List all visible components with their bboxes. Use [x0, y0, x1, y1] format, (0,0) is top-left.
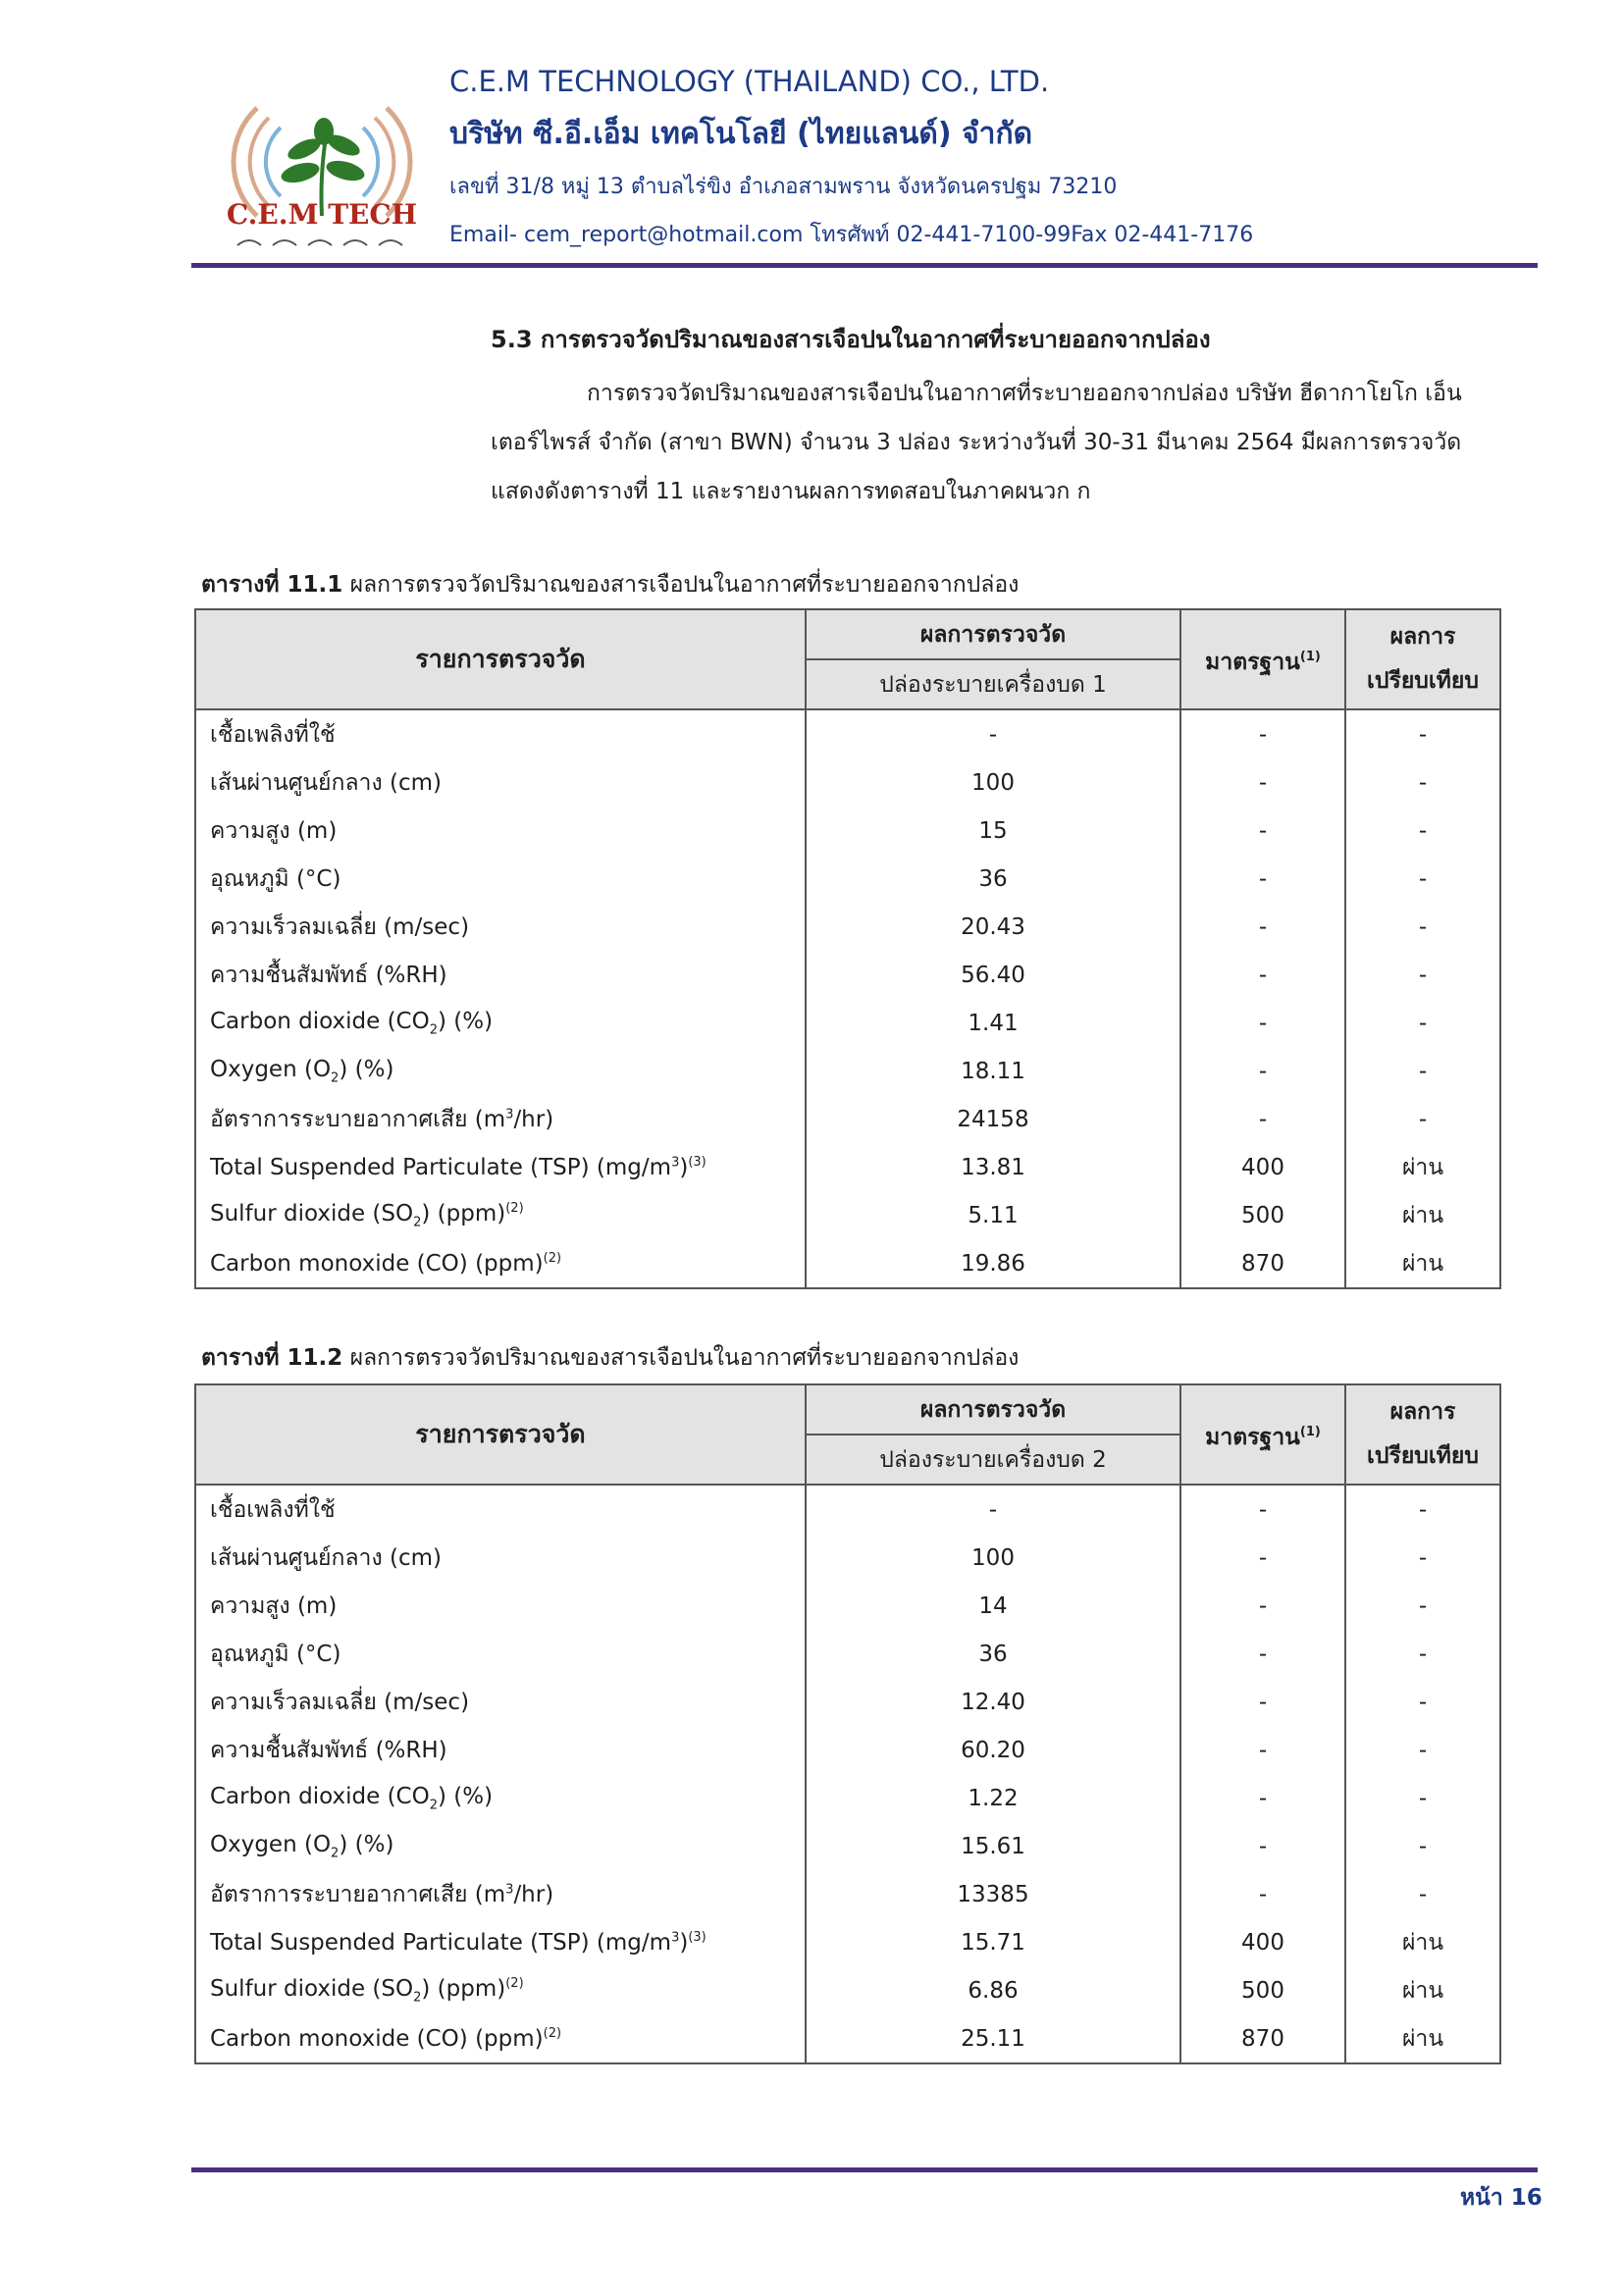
footnote-marker: (1) [1299, 649, 1321, 664]
cell-compare: ผ่าน [1345, 1239, 1500, 1288]
cell-value: 56.40 [806, 951, 1180, 999]
results-table [194, 1383, 1501, 2064]
item-superscript: 3 [505, 1106, 514, 1122]
column-header-standard [1180, 1384, 1345, 1485]
cell-compare: - [1345, 1774, 1500, 1822]
item-text: Carbon monoxide (CO) (ppm) [210, 2025, 544, 2052]
cell-standard: - [1180, 807, 1345, 855]
item-text: ความชื้นสัมพัทธ์ (%RH) [210, 1737, 447, 1763]
item-text: เส้นผ่านศูนย์กลาง (cm) [210, 769, 443, 796]
cell-item [195, 903, 806, 951]
cell-item [195, 1822, 806, 1870]
cell-item [195, 1918, 806, 1966]
cell-value: 12.40 [806, 1678, 1180, 1726]
cell-compare: ผ่าน [1345, 2014, 1500, 2063]
cell-value: 19.86 [806, 1239, 1180, 1288]
table-row [195, 758, 1500, 807]
column-header-stack: ปล่องระบายเครื่องบด 1 [806, 659, 1180, 709]
item-text-suffix: ) (%) [438, 1783, 494, 1809]
table-caption-label: ตารางที่ 11.2 [201, 1345, 343, 1371]
item-text: เส้นผ่านศูนย์กลาง (cm) [210, 1544, 443, 1571]
cell-compare: - [1345, 1485, 1500, 1534]
footnote-marker: (2) [505, 1975, 524, 1991]
compare-label-line2: เปรียบเทียบ [1367, 668, 1479, 694]
cell-compare: - [1345, 1047, 1500, 1095]
cell-standard: 870 [1180, 2014, 1345, 2063]
cell-compare: ผ่าน [1345, 1143, 1500, 1191]
item-subscript: 2 [413, 1215, 422, 1230]
compare-label-line1: ผลการ [1389, 624, 1456, 650]
item-superscript: 3 [505, 1881, 514, 1897]
item-text-suffix: /hr) [513, 1881, 554, 1907]
item-subscript: 2 [429, 1798, 439, 1813]
table-row [195, 1534, 1500, 1582]
cell-standard: - [1180, 758, 1345, 807]
item-text: อัตราการระบายอากาศเสีย (m [210, 1881, 506, 1907]
cell-item [195, 855, 806, 903]
item-subscript: 2 [331, 1846, 340, 1861]
cell-compare: - [1345, 1582, 1500, 1630]
item-text: ความสูง (m) [210, 1592, 338, 1619]
cell-compare: - [1345, 903, 1500, 951]
results-table [194, 608, 1501, 1289]
cell-value: 36 [806, 855, 1180, 903]
cell-item [195, 1095, 806, 1143]
cell-compare: ผ่าน [1345, 1191, 1500, 1239]
cell-standard: 500 [1180, 1191, 1345, 1239]
cell-compare: ผ่าน [1345, 1918, 1500, 1966]
table-row [195, 1630, 1500, 1678]
cell-value: 36 [806, 1630, 1180, 1678]
cell-item [195, 1966, 806, 2014]
item-text-suffix: ) (%) [438, 1008, 494, 1034]
cell-standard: - [1180, 1678, 1345, 1726]
cell-value: 20.43 [806, 903, 1180, 951]
table-row [195, 1095, 1500, 1143]
table-caption [201, 567, 1019, 602]
cell-standard: - [1180, 1534, 1345, 1582]
table-row [195, 1822, 1500, 1870]
item-text: ความสูง (m) [210, 817, 338, 844]
footnote-marker: (2) [543, 1250, 562, 1266]
company-name-en: C.E.M TECHNOLOGY (THAILAND) CO., LTD. [449, 65, 1050, 98]
cell-standard: - [1180, 1630, 1345, 1678]
item-text: เชื้อเพลิงที่ใช้ [210, 721, 336, 748]
table-row [195, 807, 1500, 855]
standard-label: มาตรฐาน [1205, 649, 1300, 675]
table-row [195, 1966, 1500, 2014]
column-header-item: รายการตรวจวัด [195, 609, 806, 709]
cell-item [195, 1047, 806, 1095]
cell-value: 13385 [806, 1870, 1180, 1918]
cell-item [195, 999, 806, 1047]
cell-item [195, 2014, 806, 2063]
cell-compare: - [1345, 807, 1500, 855]
cell-value: 1.22 [806, 1774, 1180, 1822]
footnote-marker: (1) [1299, 1424, 1321, 1439]
paragraph-line: การตรวจวัดปริมาณของสารเจือปนในอากาศที่ระบายออกจากปล่อง บริษัท ฮีดากาโยโก เอ็น [587, 381, 1462, 406]
cell-standard: - [1180, 1822, 1345, 1870]
cell-compare: - [1345, 1630, 1500, 1678]
table-row [195, 1143, 1500, 1191]
company-header [449, 65, 1253, 251]
item-text-suffix: ) [679, 1929, 689, 1956]
cell-value: 15.61 [806, 1822, 1180, 1870]
cell-value: 100 [806, 758, 1180, 807]
cell-compare: - [1345, 1822, 1500, 1870]
cell-value: 18.11 [806, 1047, 1180, 1095]
cell-item [195, 1582, 806, 1630]
table-row [195, 1191, 1500, 1239]
item-text: อัตราการระบายอากาศเสีย (m [210, 1106, 506, 1132]
item-subscript: 2 [413, 1990, 422, 2006]
item-superscript: 3 [671, 1154, 680, 1170]
cell-standard: - [1180, 1485, 1345, 1534]
cell-item [195, 1239, 806, 1288]
item-text: ความเร็วลมเฉลี่ย (m/sec) [210, 913, 470, 940]
cell-compare: - [1345, 855, 1500, 903]
cell-standard: - [1180, 1870, 1345, 1918]
item-text: Sulfur dioxide (SO [210, 1200, 414, 1226]
cell-standard: - [1180, 1726, 1345, 1774]
cell-item [195, 1143, 806, 1191]
item-text-suffix: /hr) [513, 1106, 554, 1132]
company-contact: Email- cem_report@hotmail.com โทรศัพท์ 02-441-7100-99Fax 02-441-7176 [449, 223, 1254, 247]
item-text: Carbon dioxide (CO [210, 1783, 430, 1809]
item-text: ความเร็วลมเฉลี่ย (m/sec) [210, 1689, 470, 1715]
table-row [195, 1678, 1500, 1726]
cell-value: - [806, 1485, 1180, 1534]
item-text: Carbon dioxide (CO [210, 1008, 430, 1034]
item-text: เชื้อเพลิงที่ใช้ [210, 1496, 336, 1523]
item-text-suffix: ) (%) [339, 1831, 394, 1857]
company-name-th: บริษัท ซี.อี.เอ็ม เทคโนโลยี (ไทยแลนด์) จำกัด [449, 117, 1033, 151]
table-row [195, 1774, 1500, 1822]
column-header-item: รายการตรวจวัด [195, 1384, 806, 1485]
cell-standard: - [1180, 855, 1345, 903]
column-header-result: ผลการตรวจวัด [806, 609, 1180, 659]
paragraph-line: เตอร์ไพรส์ จำกัด (สาขา BWN) จำนวน 3 ปล่อง ระหว่างวันที่ 30-31 มีนาคม 2564 มีผลการตรวจวัด [491, 430, 1462, 455]
cell-compare: - [1345, 951, 1500, 999]
cell-standard: 400 [1180, 1143, 1345, 1191]
item-subscript: 2 [429, 1022, 439, 1038]
table-row [195, 855, 1500, 903]
item-text: Total Suspended Particulate (TSP) (mg/m [210, 1929, 672, 1956]
svg-text:C.E.M TECH: C.E.M TECH [226, 198, 418, 231]
item-text-suffix: ) (ppm) [421, 1200, 506, 1226]
section-title: 5.3 การตรวจวัดปริมาณของสารเจือปนในอากาศที่ระบายออกจากปล่อง [491, 326, 1211, 353]
item-text: อุณหภูมิ (°C) [210, 1641, 341, 1667]
table-row [195, 1047, 1500, 1095]
cell-standard: - [1180, 1582, 1345, 1630]
cell-standard: - [1180, 999, 1345, 1047]
cell-value: 24158 [806, 1095, 1180, 1143]
cell-value: 25.11 [806, 2014, 1180, 2063]
cell-item [195, 758, 806, 807]
cell-value: 15 [806, 807, 1180, 855]
item-text: ความชื้นสัมพัทธ์ (%RH) [210, 962, 447, 988]
cell-item [195, 1191, 806, 1239]
column-header-standard [1180, 609, 1345, 709]
cell-item [195, 1678, 806, 1726]
column-header-compare [1345, 609, 1500, 709]
table-row [195, 1726, 1500, 1774]
cell-compare: - [1345, 1095, 1500, 1143]
item-text: Sulfur dioxide (SO [210, 1975, 414, 2002]
item-text: Total Suspended Particulate (TSP) (mg/m [210, 1154, 672, 1180]
column-header-result: ผลการตรวจวัด [806, 1384, 1180, 1435]
item-text-suffix: ) [679, 1154, 689, 1180]
item-text-suffix: ) (%) [339, 1056, 394, 1082]
item-text: Oxygen (O [210, 1831, 332, 1857]
standard-label: มาตรฐาน [1205, 1424, 1300, 1450]
item-text: อุณหภูมิ (°C) [210, 865, 341, 892]
company-address: เลขที่ 31/8 หมู่ 13 ตำบลไร่ขิง อำเภอสามพราน จังหวัดนครปฐม 73210 [449, 175, 1118, 199]
table-row [195, 1870, 1500, 1918]
item-text: Oxygen (O [210, 1056, 332, 1082]
cell-value: 14 [806, 1582, 1180, 1630]
paragraph-line: แสดงดังตารางที่ 11 และรายงานผลการทดสอบในภาคผนวก ก [491, 479, 1091, 504]
cell-standard: - [1180, 903, 1345, 951]
footnote-marker: (3) [688, 1154, 707, 1170]
cell-compare: - [1345, 1726, 1500, 1774]
cell-item [195, 1534, 806, 1582]
cell-compare: - [1345, 1870, 1500, 1918]
header-divider [191, 263, 1538, 268]
table-row [195, 2014, 1500, 2063]
cell-standard: - [1180, 1774, 1345, 1822]
table-row [195, 1239, 1500, 1288]
cell-compare: - [1345, 758, 1500, 807]
item-text: Carbon monoxide (CO) (ppm) [210, 1250, 544, 1277]
table-caption-text: ผลการตรวจวัดปริมาณของสารเจือปนในอากาศที่ระบายออกจากปล่อง [342, 1345, 1020, 1371]
column-header-stack: ปล่องระบายเครื่องบด 2 [806, 1435, 1180, 1485]
cell-value: 5.11 [806, 1191, 1180, 1239]
table-row [195, 999, 1500, 1047]
table-row [195, 951, 1500, 999]
cell-value: 15.71 [806, 1918, 1180, 1966]
item-subscript: 2 [331, 1070, 340, 1086]
table-row [195, 1582, 1500, 1630]
table-caption [201, 1340, 1019, 1376]
section-paragraph [491, 369, 1492, 516]
compare-label-line1: ผลการ [1389, 1399, 1456, 1425]
cell-item [195, 807, 806, 855]
cell-standard: 400 [1180, 1918, 1345, 1966]
cell-value: - [806, 709, 1180, 758]
footnote-marker: (2) [543, 2025, 562, 2041]
cell-standard: - [1180, 951, 1345, 999]
cell-compare: - [1345, 1678, 1500, 1726]
footnote-marker: (3) [688, 1929, 707, 1945]
cell-standard: 500 [1180, 1966, 1345, 2014]
table-caption-text: ผลการตรวจวัดปริมาณของสารเจือปนในอากาศที่ระบายออกจากปล่อง [342, 572, 1020, 598]
cell-item [195, 1774, 806, 1822]
cell-item [195, 709, 806, 758]
table-row [195, 903, 1500, 951]
item-superscript: 3 [671, 1929, 680, 1945]
cell-standard: - [1180, 1047, 1345, 1095]
page-number: หน้า 16 [1460, 2185, 1543, 2211]
cell-item [195, 1630, 806, 1678]
cell-standard: - [1180, 1095, 1345, 1143]
cell-item [195, 951, 806, 999]
cell-value: 60.20 [806, 1726, 1180, 1774]
cell-value: 6.86 [806, 1966, 1180, 2014]
cem-tech-logo [218, 69, 426, 265]
column-header-compare [1345, 1384, 1500, 1485]
footnote-marker: (2) [505, 1200, 524, 1216]
footer-divider [191, 2167, 1538, 2172]
cell-item [195, 1485, 806, 1534]
cell-item [195, 1726, 806, 1774]
table-row [195, 709, 1500, 758]
cell-standard: 870 [1180, 1239, 1345, 1288]
cell-value: 13.81 [806, 1143, 1180, 1191]
cell-value: 1.41 [806, 999, 1180, 1047]
table-caption-label: ตารางที่ 11.1 [201, 572, 343, 598]
cell-compare: ผ่าน [1345, 1966, 1500, 2014]
cell-compare: - [1345, 709, 1500, 758]
cell-standard: - [1180, 709, 1345, 758]
cell-compare: - [1345, 999, 1500, 1047]
table-row [195, 1485, 1500, 1534]
table-row [195, 1918, 1500, 1966]
item-text-suffix: ) (ppm) [421, 1975, 506, 2002]
cell-value: 100 [806, 1534, 1180, 1582]
cell-item [195, 1870, 806, 1918]
compare-label-line2: เปรียบเทียบ [1367, 1443, 1479, 1469]
cell-compare: - [1345, 1534, 1500, 1582]
